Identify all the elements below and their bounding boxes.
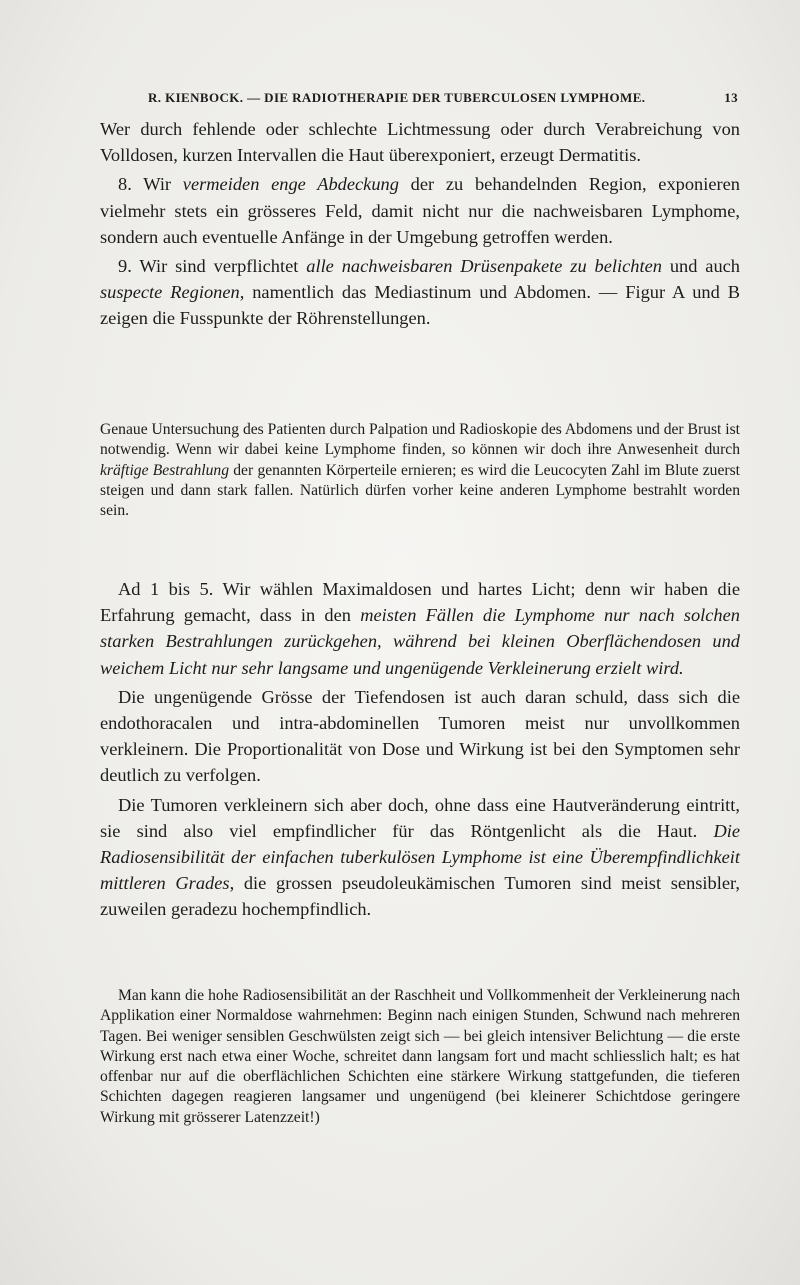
paragraph: Ad 1 bis 5. Wir wählen Maximaldosen und hartes Licht; denn wir haben die Erfahrung gemacht, dass in den meisten Fällen die Lymphome nur nach solchen starken Bestrahlungen zurückgehen, während bei kleinen Oberflächendosen und weichem Licht nur sehr langsame und ungenügende Verkleinerung erzielt wird. bbox=[100, 579, 740, 678]
section-c bbox=[100, 576, 740, 923]
paragraph: Genaue Untersuchung des Patienten durch Palpation und Radioskopie des Abdomens und der Brust ist notwendig. Wenn wir dabei keine Lymphome finden, so können wir doch ihre Anwesenheit durch kräftige Bestrahlung der genannten Körperteile ernieren; es wird die Leucocyten Zahl im Blute zuerst steigen und dann stark fallen. Natürlich dürfen vorher keine anderen Lymphome bestrahlt worden sein. bbox=[100, 421, 740, 520]
section-b bbox=[100, 420, 740, 521]
running-title: R. KIENBOCK. — DIE RADIOTHERAPIE DER TUBERCULOSEN LYMPHOME. bbox=[148, 90, 646, 105]
paragraph: Die ungenügende Grösse der Tiefendosen ist auch daran schuld, dass sich die endothoracalen und intra-abdominellen Tumoren meist nur unvollkommen verkleinern. Die Proportionalität von Dose und Wirkung ist bei den Symptomen sehr deutlich zu verfolgen. bbox=[100, 686, 740, 786]
section-a bbox=[100, 116, 740, 332]
paragraph-item-8: 8. Wir vermeiden enge Abdeckung der zu behandelnden Region, exponieren vielmehr stets ein grösseres Feld, damit nicht nur die nachweisbaren Lymphome, sondern auch eventuelle Anfänge in der Umgebung getroffen werden. bbox=[100, 174, 740, 247]
paragraph: Man kann die hohe Radiosensibilität an der Raschheit und Vollkommenheit der Verkleinerung nach Applikation einer Normaldose wahrnehmen: Beginn nach einigen Stunden, Schwund nach mehreren Tagen. Bei weniger sensiblen Geschwülsten zeigt sich — bei gleich intensiver Belichtung — die erste Wirkung erst nach etwa einer Woche, schreitet dann langsam fort und macht schliesslich halt; es hat offenbar nur auf die oberflächlichen Schichten eine stärkere Wirkung stattgefunden, die tieferen Schichten dagegen reagieren langsamer und ungenügend (bei kleinerer Schichtdose geringere Wirkung mit grösserer Latenzzeit!) bbox=[100, 987, 740, 1126]
page-number: 13 bbox=[724, 90, 738, 105]
running-header bbox=[148, 90, 738, 106]
section-d bbox=[100, 986, 740, 1128]
paragraph: Die Tumoren verkleinern sich aber doch, ohne dass eine Hautveränderung eintritt, sie sind also viel empfindlicher für das Röntgenlicht als die Haut. Die Radiosensibilität der einfachen tuberkulösen Lymphome ist eine Überempfindlichkeit mittleren Grades, die grossen pseudoleukämischen Tumoren sind meist sensibler, zuweilen geradezu hochempfindlich. bbox=[100, 794, 740, 920]
paragraph: Wer durch fehlende oder schlechte Lichtmessung oder durch Verabreichung von Volldosen, kurzen Intervallen die Haut überexponiert, erzeugt Dermatitis. bbox=[100, 119, 740, 166]
paragraph-item-9: 9. Wir sind verpflichtet alle nachweisbaren Drüsenpakete zu belichten und auch suspecte Regionen, namentlich das Mediastinum und Abdomen. — Figur A und B zeigen die Fusspunkte der Röhrenstellungen. bbox=[100, 256, 741, 329]
